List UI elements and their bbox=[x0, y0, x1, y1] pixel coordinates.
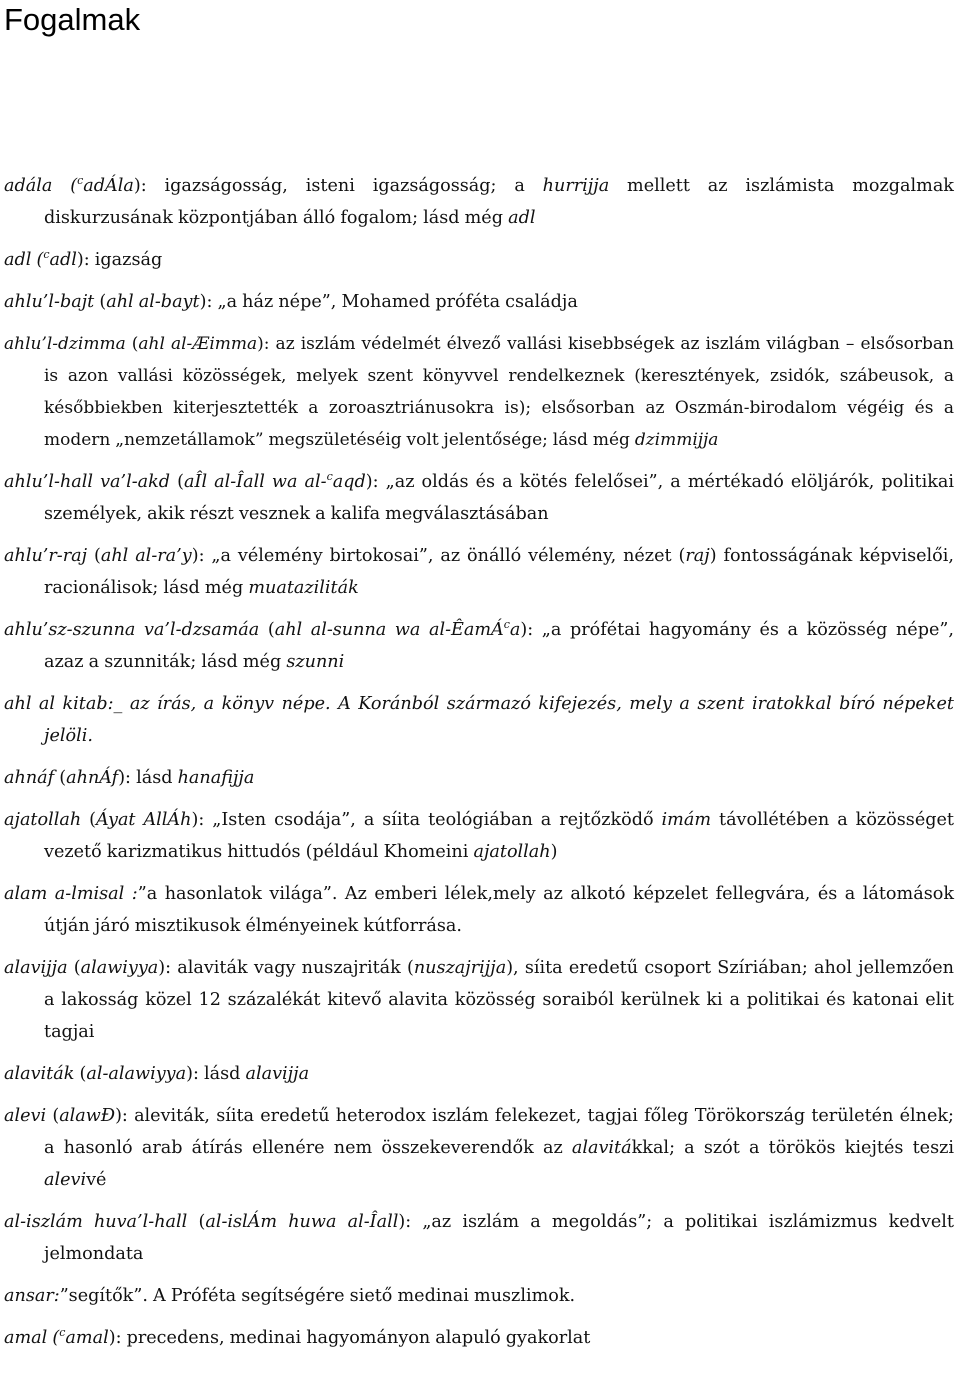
ayin-mark: c bbox=[59, 1326, 66, 1340]
entry-text: ( bbox=[81, 810, 97, 830]
glossary-list bbox=[0, 170, 960, 1364]
entry-text: ahnÁf bbox=[66, 768, 119, 788]
entry-text: adl bbox=[49, 250, 77, 270]
entry-term: ahlu’r-raj bbox=[4, 546, 88, 566]
entry-text: ( bbox=[125, 334, 139, 354]
entry-text: al-alawiyya bbox=[86, 1064, 187, 1084]
entry-text: ”segítők”. A Próféta segítségére siető medinai muszlimok. bbox=[59, 1286, 576, 1306]
entry-text: ( bbox=[46, 1106, 60, 1126]
entry-text: al-islÁm huwa al-Îall bbox=[205, 1212, 399, 1232]
glossary-entry bbox=[4, 952, 954, 1048]
entry-text: muataziliták bbox=[248, 578, 359, 598]
ayin-mark: c bbox=[77, 174, 84, 188]
entry-text: vé bbox=[86, 1170, 107, 1190]
entry-text: ahl al-ra’y bbox=[100, 546, 192, 566]
page-title: Fogalmak bbox=[4, 2, 141, 37]
entry-text: ): precedens, medinai hagyományon alapuló gyakorlat bbox=[108, 1328, 591, 1348]
glossary-entry bbox=[4, 244, 954, 276]
entry-term: alaviták bbox=[4, 1064, 75, 1084]
entry-text: ): igazság bbox=[76, 250, 163, 270]
entry-text: ) fontosságának képviselői, racionálisok; lásd még bbox=[44, 546, 954, 598]
ayin-mark: c bbox=[503, 618, 510, 632]
entry-text: alawiyya bbox=[80, 958, 159, 978]
entry-term: ajatollah bbox=[4, 810, 82, 830]
entry-term: ahlu’sz-szunna va’l-dzsamáa bbox=[4, 620, 260, 640]
entry-term: alavijja bbox=[4, 958, 68, 978]
entry-text: ahl al-bayt bbox=[106, 292, 200, 312]
entry-text: ): lásd bbox=[186, 1064, 246, 1084]
entry-text: ( bbox=[259, 620, 275, 640]
entry-text: ( bbox=[54, 768, 67, 788]
ayin-mark: c bbox=[43, 248, 50, 262]
entry-text: ( bbox=[94, 292, 107, 312]
glossary-entry bbox=[4, 878, 954, 942]
glossary-entry bbox=[4, 614, 954, 678]
entry-text: ): „Isten csodája”, a síita teológiában a rejtőzködő bbox=[191, 810, 662, 830]
entry-text: aqd bbox=[332, 472, 366, 492]
entry-text: ( bbox=[187, 1212, 206, 1232]
entry-text: ): alaviták vagy nuszajriták ( bbox=[158, 958, 414, 978]
glossary-entry bbox=[4, 1280, 954, 1312]
glossary-entry bbox=[4, 170, 954, 234]
glossary-entry bbox=[4, 1100, 954, 1196]
entry-text: ): „az iszlám a megoldás”; a politikai iszlámizmus kedvelt jelmondata bbox=[44, 1212, 954, 1264]
entry-text: adl bbox=[508, 208, 536, 228]
entry-term: ansar: bbox=[4, 1286, 60, 1306]
entry-term: amal ( bbox=[4, 1328, 60, 1348]
entry-term: ahlu’l-dzimma bbox=[4, 334, 126, 354]
entry-text: ), síita eredetű csoport Szíriában; ahol jellemzően a lakosság közel 12 százalékát kitevő alavita közösség soraiból kerülnek ki a politikai és katonai elit tagjai bbox=[44, 958, 954, 1042]
entry-term: ahlu’l-bajt bbox=[4, 292, 95, 312]
entry-text: ) bbox=[550, 842, 558, 862]
glossary-entry bbox=[4, 1058, 954, 1090]
entry-text: ”a hasonlatok világa”. Az emberi lélek,mely az alkotó képzelet fellegvára, és a látomások útján járó misztikusok élményeinek kútforrása. bbox=[44, 884, 954, 936]
entry-text: ( bbox=[87, 546, 101, 566]
entry-text: alawĐ bbox=[59, 1106, 116, 1126]
entry-text: adÁla bbox=[83, 176, 134, 196]
entry-text: távollétében a közösséget vezető karizmatikus hittudós (például Khomeini bbox=[44, 810, 954, 862]
entry-text: ahl al-Æimma bbox=[138, 334, 258, 354]
glossary-entry bbox=[4, 466, 954, 530]
entry-term: alam a-lmisal : bbox=[4, 884, 138, 904]
entry-text: mellett az iszlámista mozgalmak diskurzusának központjában álló fogalom; lásd még bbox=[44, 176, 954, 228]
glossary-entry bbox=[4, 688, 954, 752]
entry-text: ): igazságosság, isteni igazságosság; a bbox=[133, 176, 543, 196]
glossary-entry bbox=[4, 286, 954, 318]
entry-text: Áyat AllÁh bbox=[96, 810, 192, 830]
glossary-entry bbox=[4, 1206, 954, 1270]
glossary-entry bbox=[4, 804, 954, 868]
entry-term: ahl al kitab:_ az írás, a könyv népe. A Koránból származó kifejezés, mely a szent iratokkal bíró népeket jelöli. bbox=[4, 694, 954, 746]
entry-text: amal bbox=[65, 1328, 109, 1348]
ayin-mark: c bbox=[326, 470, 333, 484]
glossary-entry bbox=[4, 328, 954, 456]
entry-term: ahnáf bbox=[4, 768, 55, 788]
entry-text: dzimmijja bbox=[634, 430, 719, 450]
entry-text: ahl al-sunna wa al-ÊamÁ bbox=[274, 620, 504, 640]
entry-text: hanafijja bbox=[177, 768, 255, 788]
entry-text: ( bbox=[74, 1064, 87, 1084]
entry-text: hurrijja bbox=[542, 176, 610, 196]
entry-text: nuszajrijja bbox=[413, 958, 507, 978]
entry-text: raj bbox=[685, 546, 710, 566]
entry-text: alavijja bbox=[245, 1064, 310, 1084]
entry-text: ajatollah bbox=[473, 842, 551, 862]
entry-text: ( bbox=[67, 958, 81, 978]
entry-text: kkal; a szót a törökös kiejtés teszi bbox=[631, 1138, 954, 1158]
entry-text: ): „az oldás és a kötés felelősei”, a mértékadó elöljárók, politikai személyek, akik részt vesznek a kalifa megválasztásában bbox=[44, 472, 954, 524]
entry-text: imám bbox=[661, 810, 712, 830]
entry-text: alevi bbox=[44, 1170, 87, 1190]
entry-text: ): az iszlám védelmét élvező vallási kisebbségek az iszlám világban – elsősorban is azon vallási közösségek, melyek szent könyvvel rendelkeznek (keresztények, zsidók, szábeusok, a későbbiekben kiterjesztették a zoroasztriánusokra is); elsősorban az Oszmán-birodalom végéig és a modern „nemzetállamok” megszületéséig volt jelentősége; lásd még bbox=[44, 334, 954, 450]
entry-text: ): aleviták, síita eredetű heterodox iszlám felekezet, tagjai főleg Törökország területén élnek; a hasonló arab átírás ellenére nem összekeverendők az bbox=[44, 1106, 954, 1158]
entry-text: a bbox=[509, 620, 521, 640]
entry-term: adála ( bbox=[4, 176, 78, 196]
entry-term: adl ( bbox=[4, 250, 44, 270]
glossary-entry bbox=[4, 540, 954, 604]
entry-text: aÎl al-Îall wa al- bbox=[184, 472, 327, 492]
entry-text: ( bbox=[170, 472, 184, 492]
entry-text: ): „a prófétai hagyomány és a közösség népe”, azaz a szunniták; lásd még bbox=[44, 620, 954, 672]
entry-term: alevi bbox=[4, 1106, 47, 1126]
entry-term: ahlu’l-hall va’l-akd bbox=[4, 472, 171, 492]
entry-text: alavitá bbox=[571, 1138, 632, 1158]
glossary-entry bbox=[4, 1322, 954, 1354]
entry-text: szunni bbox=[286, 652, 345, 672]
entry-text: ): lásd bbox=[118, 768, 178, 788]
glossary-entry bbox=[4, 762, 954, 794]
entry-text: ): „a vélemény birtokosai”, az önálló vélemény, nézet ( bbox=[191, 546, 686, 566]
entry-text: ): „a ház népe”, Mohamed próféta családja bbox=[199, 292, 578, 312]
entry-term: al-iszlám huva’l-hall bbox=[4, 1212, 188, 1232]
